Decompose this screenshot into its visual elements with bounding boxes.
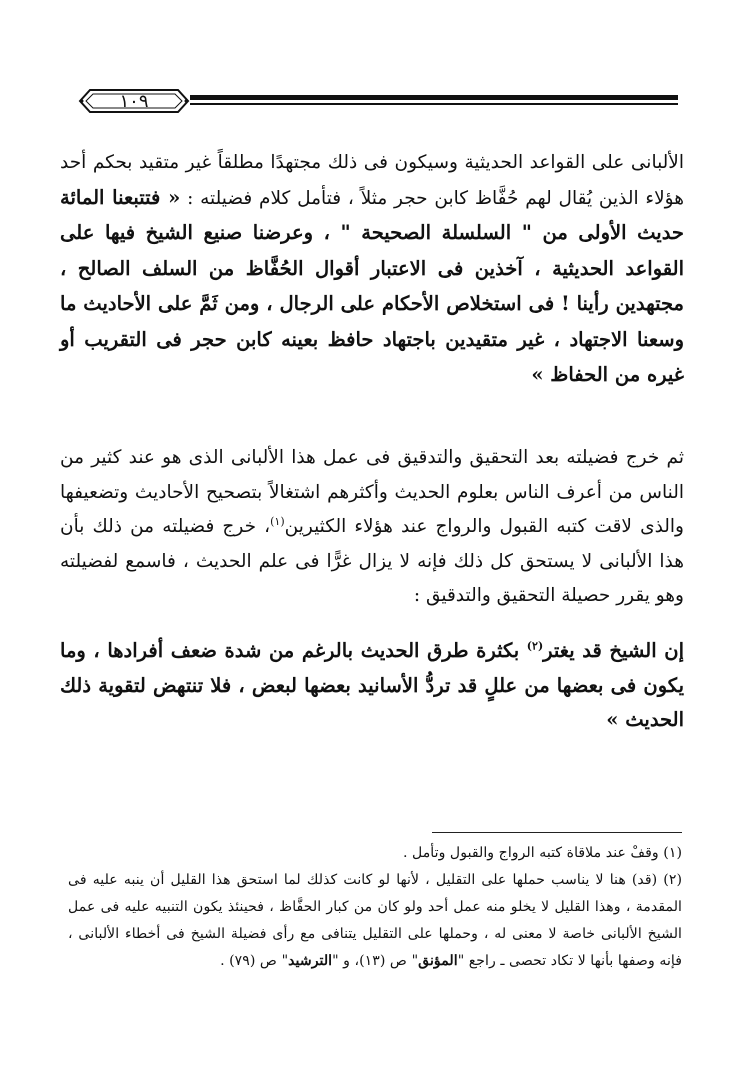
paragraph-1 — [60, 146, 684, 394]
footnote-2-title-tarsheed: الترشيد — [288, 953, 333, 969]
header-rule-thick — [190, 95, 678, 100]
header-rule-thin — [190, 103, 678, 105]
paragraph-3-text-a: إن الشيخ قد يغتر — [543, 639, 685, 662]
paragraph-1-intro: الألبانى على القواعد الحديثية وسيكون فى ذلك مجتهدًا مطلقاً غير متقيد بحكم أحد هؤلاء الذين يُقال لهم حُفَّاظ كابن حجر مثلاً ، فتأمل كلام فضيلته : — [60, 152, 684, 209]
paragraph-1-quote: « فتتبعنا المائة حديث الأولى من " السلسلة الصحيحة " ، وعرضنا صنيع الشيخ فيها على القواعد الحديثية ، آخذين فى الاعتبار أقوال الحُفَّاظ من السلف الصالح ، مجتهدين رأينا ! فى استخلاص الأحكام على الرجال ، ومن ثَمَّ على الأحاديث ما وسعنا الاجتهاد ، غير متقيدين باجتهاد حافظ بعينه كابن حجر فى التقريب أو غيره من الحفاظ » — [60, 185, 684, 386]
paragraph-2 — [60, 441, 684, 614]
paragraph-3 — [60, 634, 684, 738]
paragraph-3-text-b: بكثرة طرق الحديث بالرغم من شدة ضعف أفرادها ، وما يكون فى بعضها من عللٍ قد تردُّ الأسانيد بعضها لبعض ، فلا تنتهض لتقوية ذلك الحديث » — [60, 639, 684, 731]
page-header — [78, 86, 678, 120]
footnote-2-title-muanaq: المؤنق — [418, 953, 458, 969]
paragraph-2-text-b: ، خرج فضيلته من ذلك بأن هذا الألبانى لا يستحق كل ذلك فإنه لا يزال غرًّا فى علم الحديث ، فاسمع لفضيلته وهو يقرر حصيلة التحقيق والتدقيق : — [60, 516, 684, 606]
footnote-2 — [68, 867, 682, 975]
footnote-separator — [432, 832, 682, 833]
footnotes — [68, 840, 682, 975]
footnote-2-text-c: " ص (٧٩) . — [220, 953, 289, 969]
page-number: ١٠٩ — [119, 90, 149, 112]
footnote-1: (١) وقفْ عند ملاقاة كتبه الرواج والقبول وتأمل . — [402, 845, 682, 861]
footnote-2-text-b: " ص (١٣)، و " — [332, 953, 419, 969]
footnote-2-text-a: (٢) (قد) هنا لا يناسب حملها على التقليل ، لأنها لو كانت كذلك لما استحق هذا القليل أن ينبه عليه فى المقدمة ، وهذا القليل لا يخلو منه عمل أحد ولو كان من كبار الحفَّاظ ، فحينئذ يكون التنبيه عليه فى عمل الشيخ الألبانى خاصة لا معنى له ، وحملها على التقليل يتنافى مع رأى فضيلة الشيخ فى أخطاء الألبانى ، فإنه وصفها بأنها لا تكاد تحصى ـ راجع " — [68, 872, 682, 969]
footnote-ref-2: (٢) — [526, 639, 544, 653]
footnote-ref-1: (١) — [270, 514, 285, 528]
paragraph-2-text-a: ثم خرج فضيلته بعد التحقيق والتدقيق فى عمل هذا الألبانى الذى هو عند كثير من الناس من أعرف الناس بعلوم الحديث وأكثرهم اشتغالاً بتصحيح الأحاديث وتضعيفها والذى لاقت كتبه القبول والرواج عند هؤلاء الكثيرين — [60, 447, 684, 537]
